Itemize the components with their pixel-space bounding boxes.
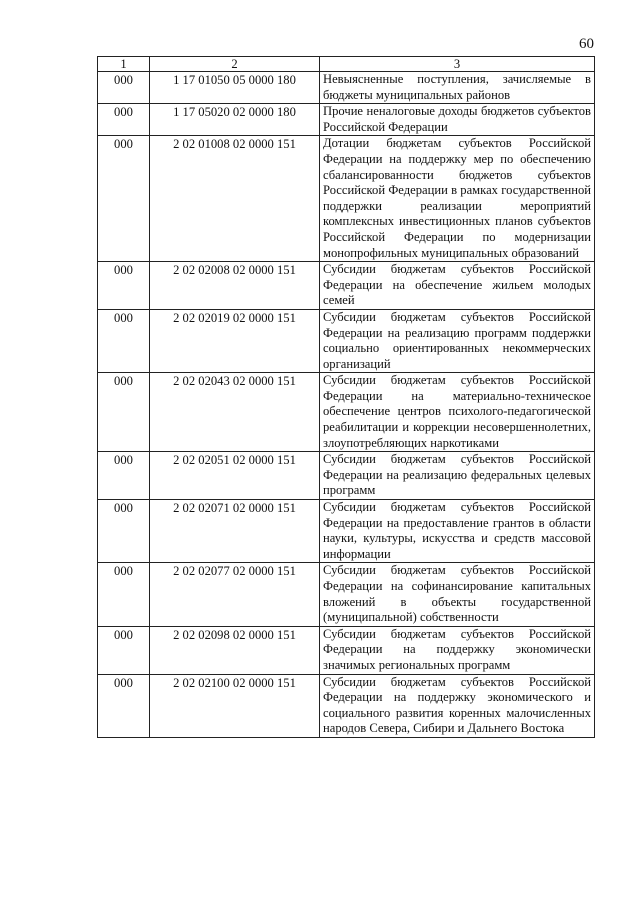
budget-code-cell: 2 02 01008 02 0000 151 xyxy=(150,136,320,262)
admin-code-cell: 000 xyxy=(98,452,150,500)
budget-code-cell: 2 02 02043 02 0000 151 xyxy=(150,373,320,452)
admin-code-cell: 000 xyxy=(98,136,150,262)
description-cell: Субсидии бюджетам субъектов Российской Федерации на реализацию федеральных целевых программ xyxy=(320,452,595,500)
admin-code-cell: 000 xyxy=(98,626,150,674)
admin-code-cell: 000 xyxy=(98,674,150,737)
description-cell: Субсидии бюджетам субъектов Российской Федерации на поддержку экономического и социального развития коренных малочисленных народов Севера, Сибири и Дальнего Востока xyxy=(320,674,595,737)
budget-code-cell: 2 02 02019 02 0000 151 xyxy=(150,309,320,372)
table-row xyxy=(98,626,595,674)
column-header-2: 2 xyxy=(150,57,320,72)
admin-code-cell: 000 xyxy=(98,104,150,136)
table-row xyxy=(98,262,595,310)
table-row xyxy=(98,373,595,452)
admin-code-cell: 000 xyxy=(98,309,150,372)
admin-code-cell: 000 xyxy=(98,500,150,563)
description-cell: Субсидии бюджетам субъектов Российской Федерации на материально-техническое обеспечение центров психолого-педагогической реабилитации и коррекции несовершеннолетних, злоупотребляющих наркотиками xyxy=(320,373,595,452)
description-cell: Субсидии бюджетам субъектов Российской Федерации на поддержку экономически значимых региональных программ xyxy=(320,626,595,674)
description-cell: Субсидии бюджетам субъектов Российской Федерации на софинансирование капитальных вложений в объекты государственной (муниципальной) собственности xyxy=(320,563,595,626)
admin-code-cell: 000 xyxy=(98,563,150,626)
table-row xyxy=(98,136,595,262)
budget-code-cell: 1 17 05020 02 0000 180 xyxy=(150,104,320,136)
table-header-row xyxy=(98,57,595,72)
budget-code-cell: 2 02 02100 02 0000 151 xyxy=(150,674,320,737)
table-row xyxy=(98,309,595,372)
budget-code-cell: 1 17 01050 05 0000 180 xyxy=(150,72,320,104)
admin-code-cell: 000 xyxy=(98,262,150,310)
admin-code-cell: 000 xyxy=(98,373,150,452)
table-row xyxy=(98,674,595,737)
budget-code-cell: 2 02 02077 02 0000 151 xyxy=(150,563,320,626)
description-cell: Невыясненные поступления, зачисляемые в бюджеты муниципальных районов xyxy=(320,72,595,104)
budget-code-cell: 2 02 02008 02 0000 151 xyxy=(150,262,320,310)
column-header-3: 3 xyxy=(320,57,595,72)
table-row xyxy=(98,72,595,104)
page-number: 60 xyxy=(579,36,594,52)
table-row xyxy=(98,104,595,136)
column-header-1: 1 xyxy=(98,57,150,72)
budget-code-cell: 2 02 02071 02 0000 151 xyxy=(150,500,320,563)
description-cell: Прочие неналоговые доходы бюджетов субъектов Российской Федерации xyxy=(320,104,595,136)
description-cell: Дотации бюджетам субъектов Российской Федерации на поддержку мер по обеспечению сбалансированности бюджетов субъектов Российской Федерации в рамках государственной поддержки реализации мероприятий комплексных инвестиционных планов субъектов Российской Федерации по модернизации монопрофильных муниципальных образований xyxy=(320,136,595,262)
description-cell: Субсидии бюджетам субъектов Российской Федерации на предоставление грантов в области науки, культуры, искусства и средств массовой информации xyxy=(320,500,595,563)
table-row xyxy=(98,500,595,563)
table-row xyxy=(98,563,595,626)
budget-code-cell: 2 02 02098 02 0000 151 xyxy=(150,626,320,674)
admin-code-cell: 000 xyxy=(98,72,150,104)
description-cell: Субсидии бюджетам субъектов Российской Федерации на обеспечение жильем молодых семей xyxy=(320,262,595,310)
description-cell: Субсидии бюджетам субъектов Российской Федерации на реализацию программ поддержки социально ориентированных некоммерческих организаций xyxy=(320,309,595,372)
table-row xyxy=(98,452,595,500)
budget-code-cell: 2 02 02051 02 0000 151 xyxy=(150,452,320,500)
budget-codes-table xyxy=(97,56,595,738)
